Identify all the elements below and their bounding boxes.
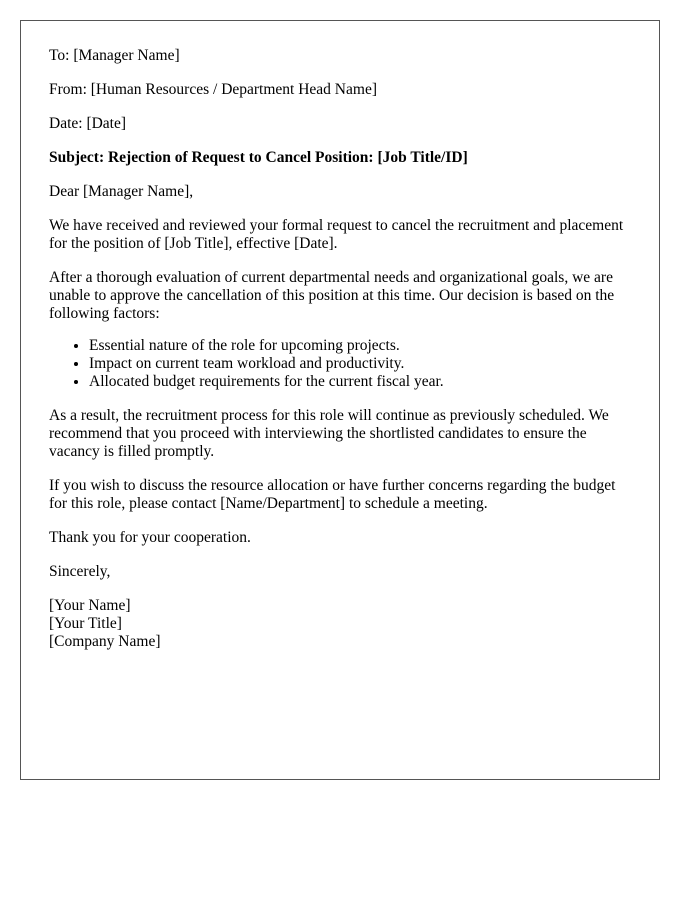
thanks-line: Thank you for your cooperation.	[49, 529, 251, 546]
salutation: Dear [Manager Name],	[49, 183, 194, 200]
factors-list	[49, 337, 631, 391]
to-line: To: [Manager Name]	[49, 47, 180, 64]
signer-title: [Your Title]	[49, 615, 122, 632]
signature-block	[49, 597, 631, 651]
subject-line: Subject: Rejection of Request to Cancel Position: [Job Title/ID]	[49, 149, 468, 166]
paragraph-request-received: We have received and reviewed your formal request to cancel the recruitment and placement for the position of [Job Title], effective [Date].	[49, 217, 624, 252]
paragraph-decision: After a thorough evaluation of current departmental needs and organizational goals, we are unable to approve the cancellation of this position at this time. Our decision is based on the following factors:	[49, 269, 615, 322]
from-line: From: [Human Resources / Department Head Name]	[49, 81, 377, 98]
factor-item: • Impact on current team workload and productivity.	[89, 355, 631, 373]
letter-document	[20, 20, 660, 780]
date-line: Date: [Date]	[49, 115, 127, 132]
paragraph-contact: If you wish to discuss the resource allocation or have further concerns regarding the budget for this role, please contact [Name/Department] to schedule a meeting.	[49, 477, 616, 512]
signer-name: [Your Name]	[49, 597, 131, 614]
factor-item: • Allocated budget requirements for the current fiscal year.	[89, 373, 631, 391]
factor-item: • Essential nature of the role for upcoming projects.	[89, 337, 631, 355]
paragraph-next-steps: As a result, the recruitment process for this role will continue as previously scheduled. We recommend that you proceed with interviewing the shortlisted candidates to ensure the vacancy is filled promptly.	[49, 407, 609, 460]
signer-company: [Company Name]	[49, 633, 161, 650]
sign-off: Sincerely,	[49, 563, 111, 580]
